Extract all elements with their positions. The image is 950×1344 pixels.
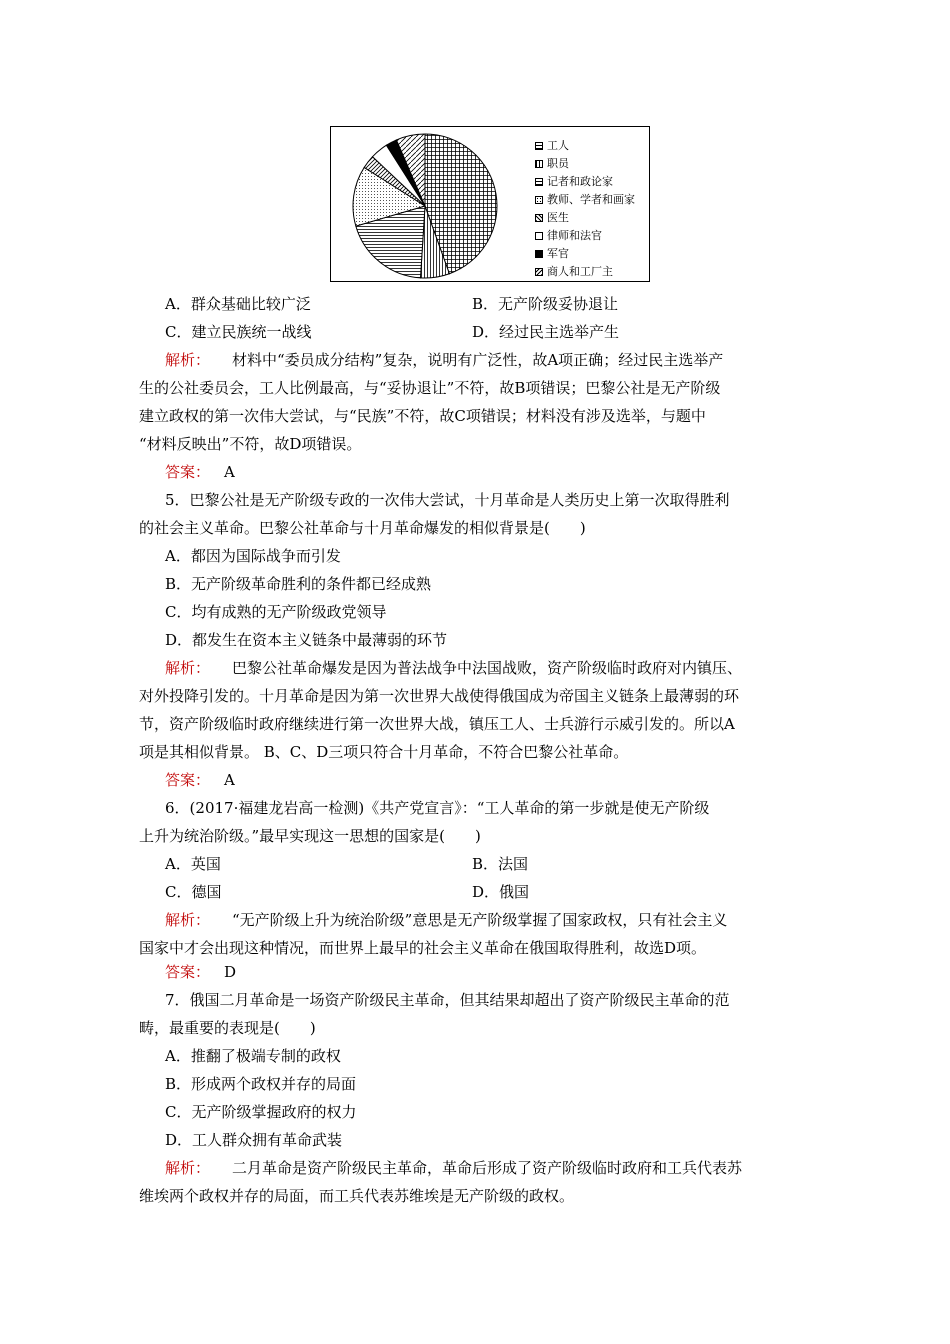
q7-option-a: A．推翻了极端专制的政权 [165,1047,341,1065]
q6-answer [165,962,236,982]
legend-swatch [535,268,543,276]
legend-label: 医生 [547,211,569,224]
q4-option-c: C．建立民族统一战线 [165,323,312,341]
q5-option-d: D．都发生在资本主义链条中最薄弱的环节 [165,631,448,649]
q7-analysis-line-1: 解析： 二月革命是资产阶级民主革命，革命后形成了资产阶级临时政府和工兵代表苏 [165,1159,743,1177]
q4-answer-value: A [224,463,235,481]
legend-label: 工人 [547,139,569,152]
q4-option-b: B．无产阶级妥协退让 [472,295,619,313]
legend-label: 职员 [547,157,569,170]
q6-options-row-1 [165,854,815,874]
q5-option-a: A．都因为国际战争而引发 [165,547,341,565]
q5-analysis-line-2: 对外投降引发的。十月革命是因为第一次世界大战使得俄国成为帝国主义链条上最薄弱的环 [139,687,740,705]
legend-item [535,245,647,263]
q5-option-c: C．均有成熟的无产阶级政党领导 [165,603,387,621]
legend-label: 军官 [547,247,569,260]
legend-swatch [535,214,543,222]
q6-option-d: D．俄国 [472,883,530,901]
legend-label: 律师和法官 [547,229,602,242]
q5-option-b: B．无产阶级革命胜利的条件都已经成熟 [165,575,432,593]
q7-option-d: D．工人群众拥有革命武装 [165,1131,343,1149]
q7-option-b: B．形成两个政权并存的局面 [165,1075,357,1093]
legend-swatch [535,142,543,150]
q4-option-a: A．群众基础比较广泛 [165,295,311,313]
q6-analysis-line-2: 国家中才会出现这种情况，而世界上最早的社会主义革命在俄国取得胜利，故选D项。 [139,939,707,957]
q6-stem-line-2: 上升为统治阶级。”最早实现这一思想的国家是( ) [139,827,481,845]
q6-option-c: C．德国 [165,883,222,901]
chart-legend [535,137,647,281]
q4-analysis-label: 解析： [165,351,211,369]
q6-stem-line-1: 6．(2017·福建龙岩高一检测)《共产党宣言》：“工人革命的第一步就是使无产阶级 [165,799,710,817]
legend-swatch [535,250,543,258]
q5-analysis-line-3: 节，资产阶级临时政府继续进行第一次世界大战，镇压工人、士兵游行示威引发的。所以A [139,715,735,733]
q6-options-row-2 [165,882,815,902]
q4-answer-label: 答案： [165,463,211,481]
legend-item [535,209,647,227]
q7-option-c: C．无产阶级掌握政府的权力 [165,1103,357,1121]
legend-swatch [535,196,543,204]
q7-analysis-label: 解析： [165,1159,211,1177]
pie-chart [331,127,531,283]
q5-answer-value: A [224,771,235,789]
q5-analysis-line-1: 解析： 巴黎公社革命爆发是因为普法战争中法国战败，资产阶级临时政府对内镇压、 [165,659,743,677]
q6-answer-value: D [224,963,237,981]
q7-stem-line-2: 畴，最重要的表现是( ) [139,1019,316,1037]
q4-options-row-2 [165,322,815,342]
legend-swatch [535,232,543,240]
q4-analysis-line-1: 解析： 材料中“委员成分结构”复杂，说明有广泛性，故A项正确；经过民主选举产 [165,351,724,369]
legend-item [535,173,647,191]
q6-option-b: B．法国 [472,855,529,873]
q5-answer-label: 答案： [165,771,211,789]
q6-analysis-line-1: 解析： “无产阶级上升为统治阶级”意思是无产阶级掌握了国家政权，只有社会主义 [165,911,728,929]
q5-stem-line-2: 的社会主义革命。巴黎公社革命与十月革命爆发的相似背景是( ) [139,519,586,537]
legend-item [535,263,647,281]
legend-item [535,191,647,209]
q7-stem-line-1: 7．俄国二月革命是一场资产阶级民主革命，但其结果却超出了资产阶级民主革命的范 [165,991,730,1009]
q5-analysis-line-4: 项是其相似背景。 B、C、D三项只符合十月革命，不符合巴黎公社革命。 [139,743,629,761]
q4-analysis-line-4: “材料反映出”不符，故D项错误。 [139,435,362,453]
legend-label: 教师、学者和画家 [547,193,635,206]
q6-answer-label: 答案： [165,963,211,981]
q6-analysis-label: 解析： [165,911,211,929]
q5-stem-line-1: 5．巴黎公社是无产阶级专政的一次伟大尝试，十月革命是人类历史上第一次取得胜利 [165,491,730,509]
legend-item [535,227,647,245]
q7-analysis-line-2: 维埃两个政权并存的局面，而工兵代表苏维埃是无产阶级的政权。 [139,1187,575,1205]
pie-chart-figure [330,126,650,282]
q4-analysis-line-3: 建立政权的第一次伟大尝试，与“民族”不符，故C项错误；材料没有涉及选举，与题中 [139,407,706,425]
legend-swatch [535,178,543,186]
q4-answer [165,462,235,482]
q4-option-d: D．经过民主选举产生 [472,323,620,341]
q4-analysis-line-2: 生的公社委员会，工人比例最高，与“妥协退让”不符，故B项错误；巴黎公社是无产阶级 [139,379,721,397]
legend-label: 记者和政论家 [547,175,613,188]
legend-swatch [535,160,543,168]
q6-option-a: A．英国 [165,855,221,873]
legend-item [535,155,647,173]
q4-options-row-1 [165,294,815,314]
legend-label: 商人和工厂主 [547,265,613,278]
q5-analysis-label: 解析： [165,659,211,677]
legend-item [535,137,647,155]
q5-answer [165,770,235,790]
